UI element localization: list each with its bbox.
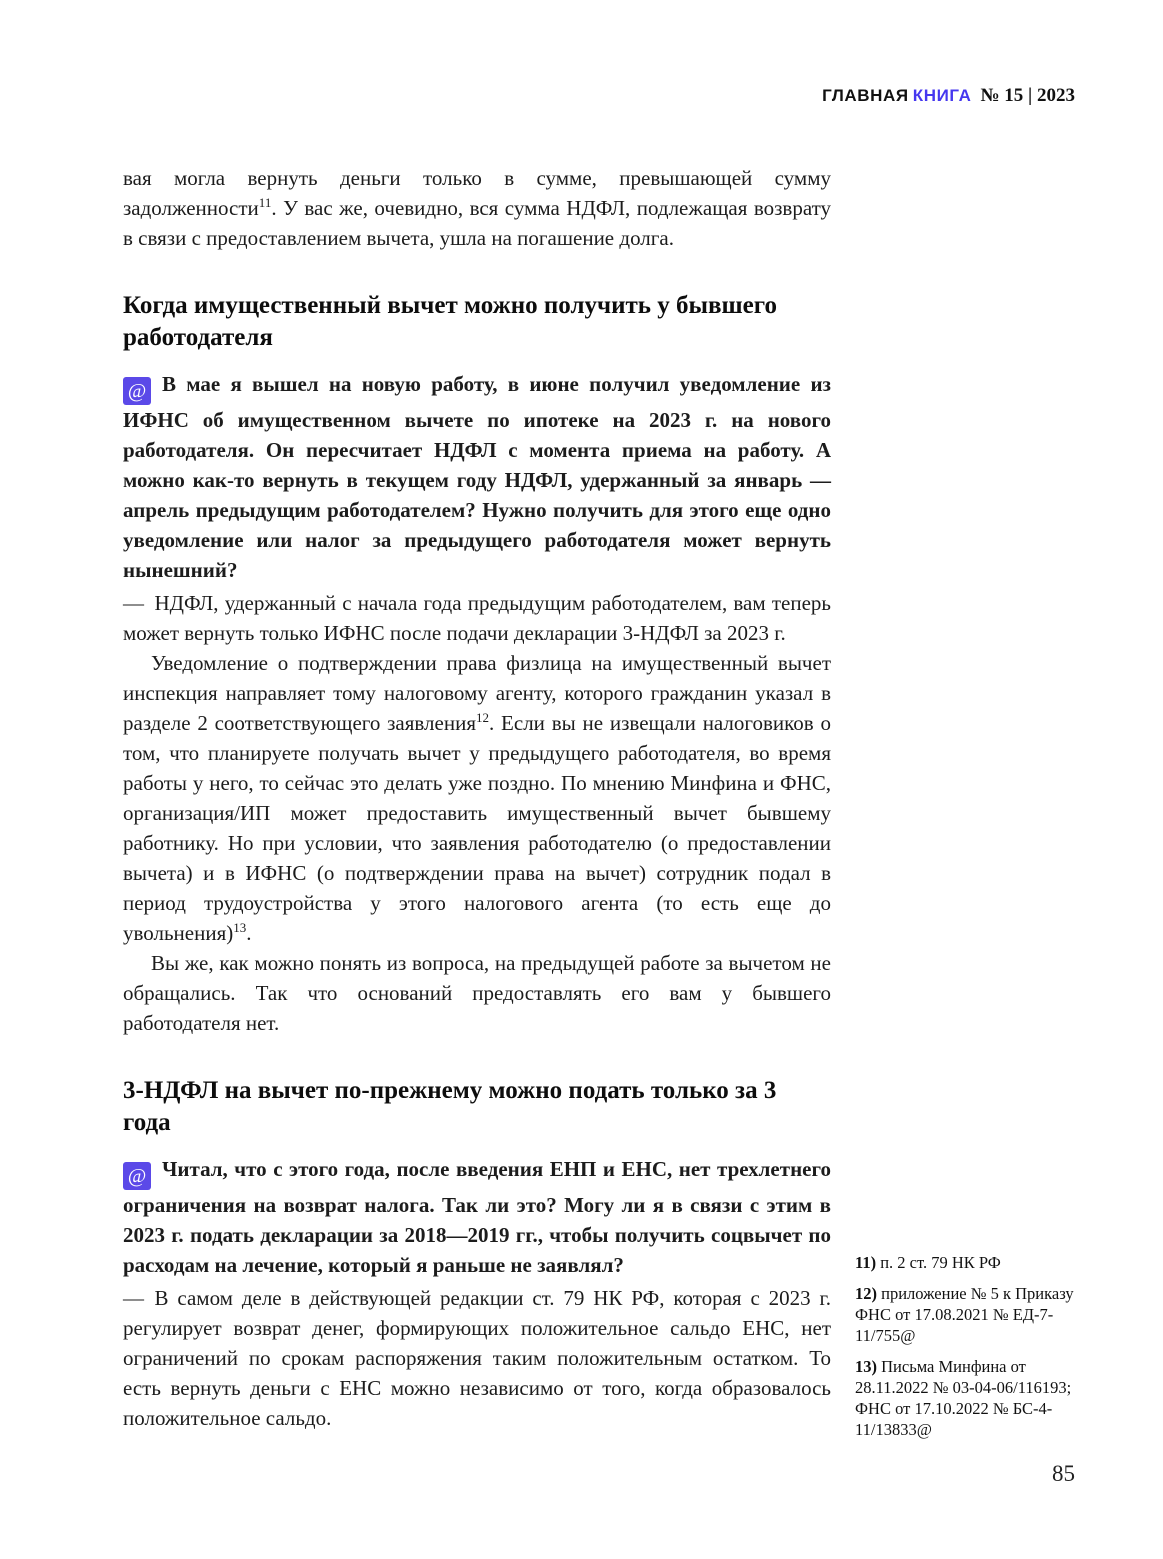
section-1-heading: Когда имущественный вычет можно получить у бывшего работодателя: [123, 292, 777, 351]
section-1-question-text: В мае я вышел на новую работу, в июне получил уведомление из ИФНС об имущественном вычете по ипотеке на 2023 г. на нового работодателя. Он пересчитает НДФЛ с момента приема на работу. А можно как-то вернуть в текущем году НДФЛ, удержанный за январь — апрель предыдущим работодателем? Нужно получить для этого еще одно уведомление или налог за предыдущего работодателя может вернуть нынешний?: [123, 372, 831, 582]
section-2-question-text: Читал, что с этого года, после введения ЕНП и ЕНС, нет трехлетнего ограничения на возврат налога. Так ли это? Могу ли я в связи с этим в 2023 г. подать декларации за 2018—2019 гг., чтобы получить соцвычет по расходам на лечение, который я раньше не заявлял?: [123, 1157, 831, 1277]
footnote-13: [855, 1356, 1079, 1440]
footnote-11-text: п. 2 ст. 79 НК РФ: [880, 1253, 1001, 1272]
page-number: 85: [1052, 1461, 1075, 1486]
at-glyph: @: [127, 1165, 147, 1187]
footnote-12: [855, 1283, 1079, 1346]
section-1-answer-paragraph: Вы же, как можно понять из вопроса, на предыдущей работе за вычетом не обращались. Так что оснований предоставлять его вам у бывшего работодателя нет.: [123, 951, 831, 1035]
section-1-answer-paragraph: Уведомление о подтверждении права физлица на имущественный вычет инспекция направляет тому налоговому агенту, которого гражданин указал в разделе 2 соответствующего заявления$^{12}$. Если вы не извещали налоговиков о том, что планируете получать вычет у предыдущего работодателя, во время работы у него, то сейчас это делать уже поздно. По мнению Минфина и ФНС, организация/ИП может предоставить имущественный вычет бывшему работнику. Но при условии, что заявления работодателю (о предоставлении вычета) и в ИФНС (о подтверждении права на вычет) сотрудник подал в период трудоустройства у этого налогового агента (то есть еще до увольнения)$^{13}$.: [123, 651, 831, 945]
footnotes: [855, 1252, 1079, 1450]
at-question-icon: [123, 1162, 151, 1190]
footnote-12-number: 12): [855, 1284, 877, 1303]
magazine-brand: [822, 86, 971, 106]
section-2-answer-paragraph: — В самом деле в действующей редакции ст. 79 НК РФ, которая с 2023 г. регулирует возврат денег, формирующих положительное сальдо ЕНС, нет ограничений по срокам распоряжения таким положительным остатком. То есть вернуть деньги с ЕНС можно независимо от того, когда образовалось положительное сальдо.: [123, 1286, 831, 1430]
footnote-13-number: 13): [855, 1357, 877, 1376]
footnote-11: [855, 1252, 1079, 1273]
at-glyph: @: [127, 380, 147, 402]
at-question-icon: [123, 377, 151, 405]
section-1-question: [123, 369, 831, 585]
footnote-12-text: приложение № 5 к Приказу ФНС от 17.08.2021 № ЕД-7-11/755@: [855, 1284, 1074, 1345]
intro-paragraph: вая могла вернуть деньги только в сумме, превышающей сумму задолженности$^{11}$. У вас же, очевидно, вся сумма НДФЛ, подлежащая возврату в связи с предоставлением вычета, ушла на погашение долга.: [123, 166, 831, 250]
section-2-heading: 3-НДФЛ на вычет по-прежнему можно подать только за 3 года: [123, 1077, 777, 1136]
issue-number: № 15 | 2023: [980, 85, 1075, 106]
footnote-13-text: Письма Минфина от 28.11.2022 № 03-04-06/116193; ФНС от 17.10.2022 № БС-4-11/13833@: [855, 1357, 1072, 1439]
section-1-answer-paragraph: — НДФЛ, удержанный с начала года предыдущим работодателем, вам теперь может вернуть только ИФНС после подачи декларации 3-НДФЛ за 2023 г.: [123, 591, 831, 645]
section-2-question: [123, 1154, 831, 1280]
masthead: [822, 85, 1075, 107]
article-column: [123, 163, 831, 1433]
brand-word-black: ГЛАВНАЯ: [822, 86, 909, 105]
brand-word-accent: КНИГА: [912, 86, 972, 105]
footnote-11-number: 11): [855, 1253, 877, 1272]
